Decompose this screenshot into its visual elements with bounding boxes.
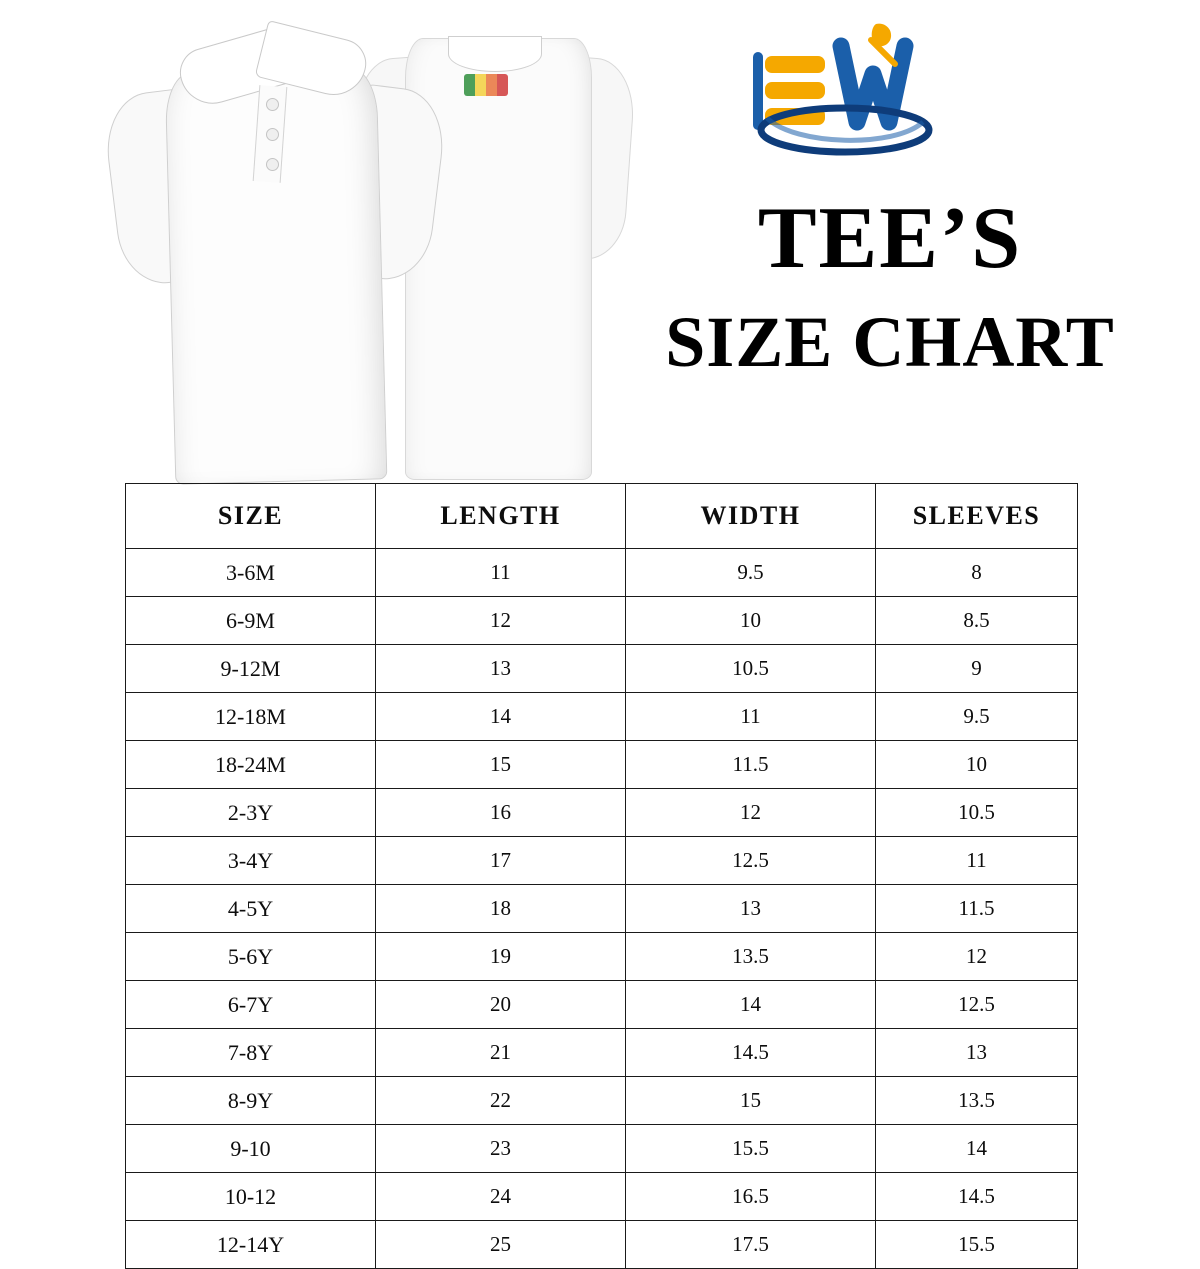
table-row xyxy=(126,933,1078,981)
table-row xyxy=(126,1125,1078,1173)
column-header-length: LENGTH xyxy=(376,484,626,549)
cell-measurement: 12 xyxy=(626,789,876,837)
cell-measurement: 22 xyxy=(376,1077,626,1125)
cell-size: 8-9Y xyxy=(126,1077,376,1125)
cell-measurement: 13 xyxy=(626,885,876,933)
polo-button-bottom xyxy=(266,158,279,171)
cell-measurement: 18 xyxy=(376,885,626,933)
cell-measurement: 15 xyxy=(626,1077,876,1125)
size-chart-table xyxy=(125,483,1078,1269)
table-row xyxy=(126,837,1078,885)
cell-measurement: 15.5 xyxy=(876,1221,1078,1269)
cell-measurement: 17 xyxy=(376,837,626,885)
cell-measurement: 19 xyxy=(376,933,626,981)
table-row xyxy=(126,741,1078,789)
cell-measurement: 12.5 xyxy=(626,837,876,885)
table-row xyxy=(126,1077,1078,1125)
table-row xyxy=(126,1029,1078,1077)
table-row xyxy=(126,693,1078,741)
cell-measurement: 10.5 xyxy=(626,645,876,693)
cell-measurement: 23 xyxy=(376,1125,626,1173)
cell-measurement: 12 xyxy=(376,597,626,645)
shirt-illustrations xyxy=(110,10,650,480)
tee-brand-tag xyxy=(464,74,508,96)
cell-measurement: 16 xyxy=(376,789,626,837)
polo-button-middle xyxy=(266,128,279,141)
brand-logo xyxy=(745,18,955,183)
table-row xyxy=(126,885,1078,933)
cell-measurement: 25 xyxy=(376,1221,626,1269)
table-row xyxy=(126,597,1078,645)
cell-measurement: 15 xyxy=(376,741,626,789)
cell-measurement: 16.5 xyxy=(626,1173,876,1221)
cell-measurement: 9.5 xyxy=(626,549,876,597)
title-main: TEE’S xyxy=(757,190,1023,287)
cell-measurement: 8.5 xyxy=(876,597,1078,645)
column-header-size: SIZE xyxy=(126,484,376,549)
cell-measurement: 11 xyxy=(876,837,1078,885)
size-chart-table-wrapper xyxy=(125,483,1077,1269)
cell-measurement: 13.5 xyxy=(626,933,876,981)
cell-measurement: 14 xyxy=(376,693,626,741)
cell-size: 2-3Y xyxy=(126,789,376,837)
cell-size: 3-4Y xyxy=(126,837,376,885)
cell-measurement: 11 xyxy=(376,549,626,597)
title-sub: SIZE CHART xyxy=(665,302,1115,382)
logo-e-bars xyxy=(753,52,825,130)
cell-measurement: 11 xyxy=(626,693,876,741)
cell-measurement: 20 xyxy=(376,981,626,1029)
cell-measurement: 12 xyxy=(876,933,1078,981)
cell-measurement: 17.5 xyxy=(626,1221,876,1269)
cell-measurement: 9.5 xyxy=(876,693,1078,741)
cell-size: 9-12M xyxy=(126,645,376,693)
cell-size: 7-8Y xyxy=(126,1029,376,1077)
cell-measurement: 14 xyxy=(876,1125,1078,1173)
cell-size: 18-24M xyxy=(126,741,376,789)
column-header-sleeves: SLEEVES xyxy=(876,484,1078,549)
cell-measurement: 21 xyxy=(376,1029,626,1077)
cell-size: 6-7Y xyxy=(126,981,376,1029)
polo-shirt-illustration xyxy=(110,10,440,480)
cell-size: 5-6Y xyxy=(126,933,376,981)
cell-measurement: 13 xyxy=(376,645,626,693)
cell-size: 9-10 xyxy=(126,1125,376,1173)
cell-size: 3-6M xyxy=(126,549,376,597)
cell-measurement: 11.5 xyxy=(626,741,876,789)
page-title xyxy=(600,190,1180,385)
cell-measurement: 14.5 xyxy=(876,1173,1078,1221)
cell-measurement: 8 xyxy=(876,549,1078,597)
cell-measurement: 24 xyxy=(376,1173,626,1221)
cell-measurement: 9 xyxy=(876,645,1078,693)
cell-measurement: 14 xyxy=(626,981,876,1029)
cell-measurement: 10 xyxy=(626,597,876,645)
cell-measurement: 14.5 xyxy=(626,1029,876,1077)
table-row xyxy=(126,1173,1078,1221)
cell-size: 6-9M xyxy=(126,597,376,645)
logo-ellipse-swoosh xyxy=(761,108,929,152)
cell-size: 4-5Y xyxy=(126,885,376,933)
cell-measurement: 15.5 xyxy=(626,1125,876,1173)
cell-size: 12-14Y xyxy=(126,1221,376,1269)
cell-size: 10-12 xyxy=(126,1173,376,1221)
table-row xyxy=(126,1221,1078,1269)
cell-measurement: 11.5 xyxy=(876,885,1078,933)
column-header-width: WIDTH xyxy=(626,484,876,549)
table-row xyxy=(126,645,1078,693)
cell-measurement: 10.5 xyxy=(876,789,1078,837)
table-header-row xyxy=(126,484,1078,549)
table-row xyxy=(126,789,1078,837)
cell-measurement: 12.5 xyxy=(876,981,1078,1029)
header-area xyxy=(0,0,1200,480)
cell-measurement: 13.5 xyxy=(876,1077,1078,1125)
cell-size: 12-18M xyxy=(126,693,376,741)
cell-measurement: 13 xyxy=(876,1029,1078,1077)
polo-button-top xyxy=(266,98,279,111)
table-row xyxy=(126,549,1078,597)
table-row xyxy=(126,981,1078,1029)
cell-measurement: 10 xyxy=(876,741,1078,789)
tee-collar xyxy=(448,36,542,72)
